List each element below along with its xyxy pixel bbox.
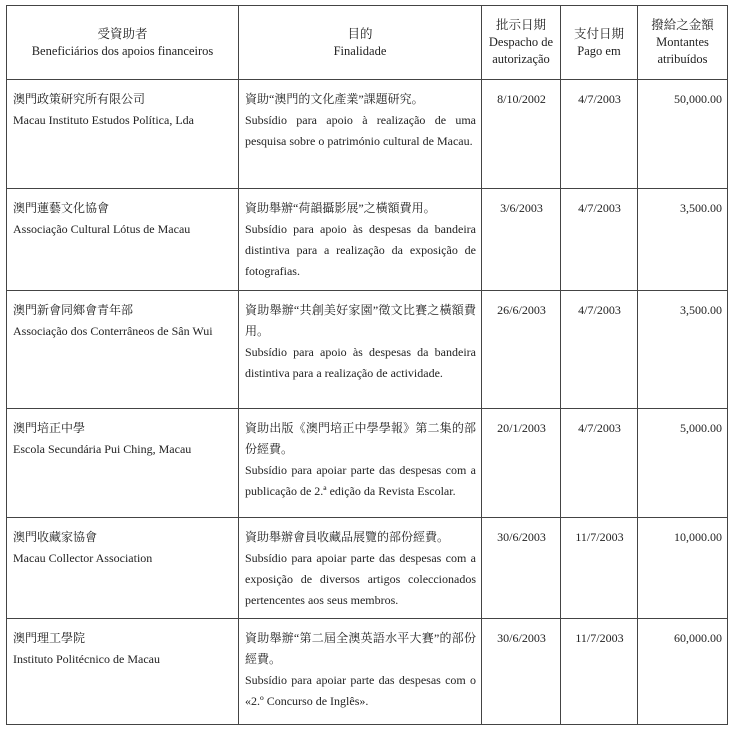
table-row [7,619,728,725]
purpose-zh: 資助出版《澳門培正中學學報》第二集的部份經費。 [245,421,476,456]
header-paid-date [561,6,638,80]
purpose-zh: 資助舉辦會員收藏品展覽的部份經費。 [245,530,450,544]
table-row [7,189,728,291]
beneficiary-cell [7,518,239,619]
amount-cell: 10,000.00 [638,518,728,619]
auth-date-cell: 26/6/2003 [482,291,561,409]
auth-date-cell: 30/6/2003 [482,518,561,619]
purpose-zh: 資助舉辦“共創美好家園”徵文比賽之橫額費用。 [245,303,476,338]
auth-date-cell: 3/6/2003 [482,189,561,291]
beneficiary-pt: Instituto Politécnico de Macau [13,652,160,666]
purpose-cell [239,518,482,619]
beneficiary-pt: Macau Collector Association [13,551,153,565]
auth-date-cell: 20/1/2003 [482,409,561,518]
beneficiary-cell [7,409,239,518]
beneficiary-zh: 澳門政策研究所有限公司 [13,92,146,106]
header-auth-date-pt1: Despacho de [488,35,554,49]
header-auth-date-pt2: autorização [492,52,550,66]
amount-cell: 3,500.00 [638,189,728,291]
purpose-zh: 資助舉辦“荷韻攝影展”之橫額費用。 [245,201,436,215]
purpose-cell [239,189,482,291]
amount-cell: 3,500.00 [638,291,728,409]
paid-date-cell: 4/7/2003 [561,409,638,518]
beneficiary-cell [7,291,239,409]
purpose-cell [239,291,482,409]
header-amount-pt2: atribuídos [657,52,708,66]
table-header [7,6,728,80]
auth-date-cell: 8/10/2002 [482,80,561,189]
header-purpose-zh: 目的 [347,26,373,41]
purpose-pt: Subsídio para apoiar parte das despesas com a exposição de diversos artigos coleccionados pertencentes aos seus membros. [245,551,476,607]
paid-date-cell: 11/7/2003 [561,619,638,725]
beneficiary-cell [7,189,239,291]
purpose-zh: 資助舉辦“第二屆全澳英語水平大賽”的部份經費。 [245,631,476,666]
beneficiary-cell [7,619,239,725]
beneficiary-pt: Associação dos Conterrâneos de Sân Wui [13,324,213,338]
beneficiary-cell [7,80,239,189]
amount-cell: 60,000.00 [638,619,728,725]
purpose-pt: Subsídio para apoio às despesas da bandeira distintiva para a realização de actividade. [245,345,476,380]
table-row [7,518,728,619]
header-auth-date-zh: 批示日期 [495,18,546,32]
header-purpose-pt: Finalidade [333,43,387,58]
purpose-cell [239,409,482,518]
beneficiary-zh: 澳門蓮藝文化協會 [13,201,110,215]
beneficiary-zh: 澳門收藏家協會 [13,530,98,544]
header-beneficiary-zh: 受資助者 [97,26,148,41]
purpose-cell [239,619,482,725]
beneficiary-pt: Associação Cultural Lótus de Macau [13,222,191,236]
header-auth-date [482,6,561,80]
table-row [7,80,728,189]
beneficiary-zh: 澳門新會同鄉會青年部 [13,303,134,317]
header-beneficiary-pt: Beneficiários dos apoios financeiros [31,43,214,58]
purpose-pt: Subsídio para apoio às despesas da bandeira distintiva para a realização da exposição de fotografias. [245,222,476,278]
table-body [7,80,728,725]
table-row [7,409,728,518]
purpose-zh: 資助“澳門的文化產業”課題研究。 [245,92,424,106]
purpose-cell [239,80,482,189]
purpose-pt: Subsídio para apoiar parte das despesas com a publicação de 2.ª edição da Revista Escolar. [245,463,476,498]
beneficiary-pt: Macau Instituto Estudos Política, Lda [13,113,194,127]
beneficiary-zh: 澳門培正中學 [13,421,86,435]
paid-date-cell: 11/7/2003 [561,518,638,619]
table-row [7,291,728,409]
header-amount [638,6,728,80]
beneficiary-zh: 澳門理工學院 [13,631,86,645]
header-paid-date-zh: 支付日期 [573,26,624,41]
header-amount-zh: 撥給之金額 [651,18,714,32]
auth-date-cell: 30/6/2003 [482,619,561,725]
paid-date-cell: 4/7/2003 [561,80,638,189]
header-row [7,6,728,80]
beneficiary-pt: Escola Secundária Pui Ching, Macau [13,442,192,456]
header-paid-date-pt: Pago em [577,43,621,58]
amount-cell: 50,000.00 [638,80,728,189]
purpose-pt: Subsídio para apoiar parte das despesas com o «2.º Concurso de Inglês». [245,673,476,708]
purpose-pt: Subsídio para apoio à realização de uma pesquisa sobre o património cultural de Macau. [245,113,476,148]
header-beneficiary [7,6,239,80]
paid-date-cell: 4/7/2003 [561,189,638,291]
paid-date-cell: 4/7/2003 [561,291,638,409]
grants-table [6,5,728,725]
header-purpose [239,6,482,80]
amount-cell: 5,000.00 [638,409,728,518]
header-amount-pt1: Montantes [656,35,709,49]
